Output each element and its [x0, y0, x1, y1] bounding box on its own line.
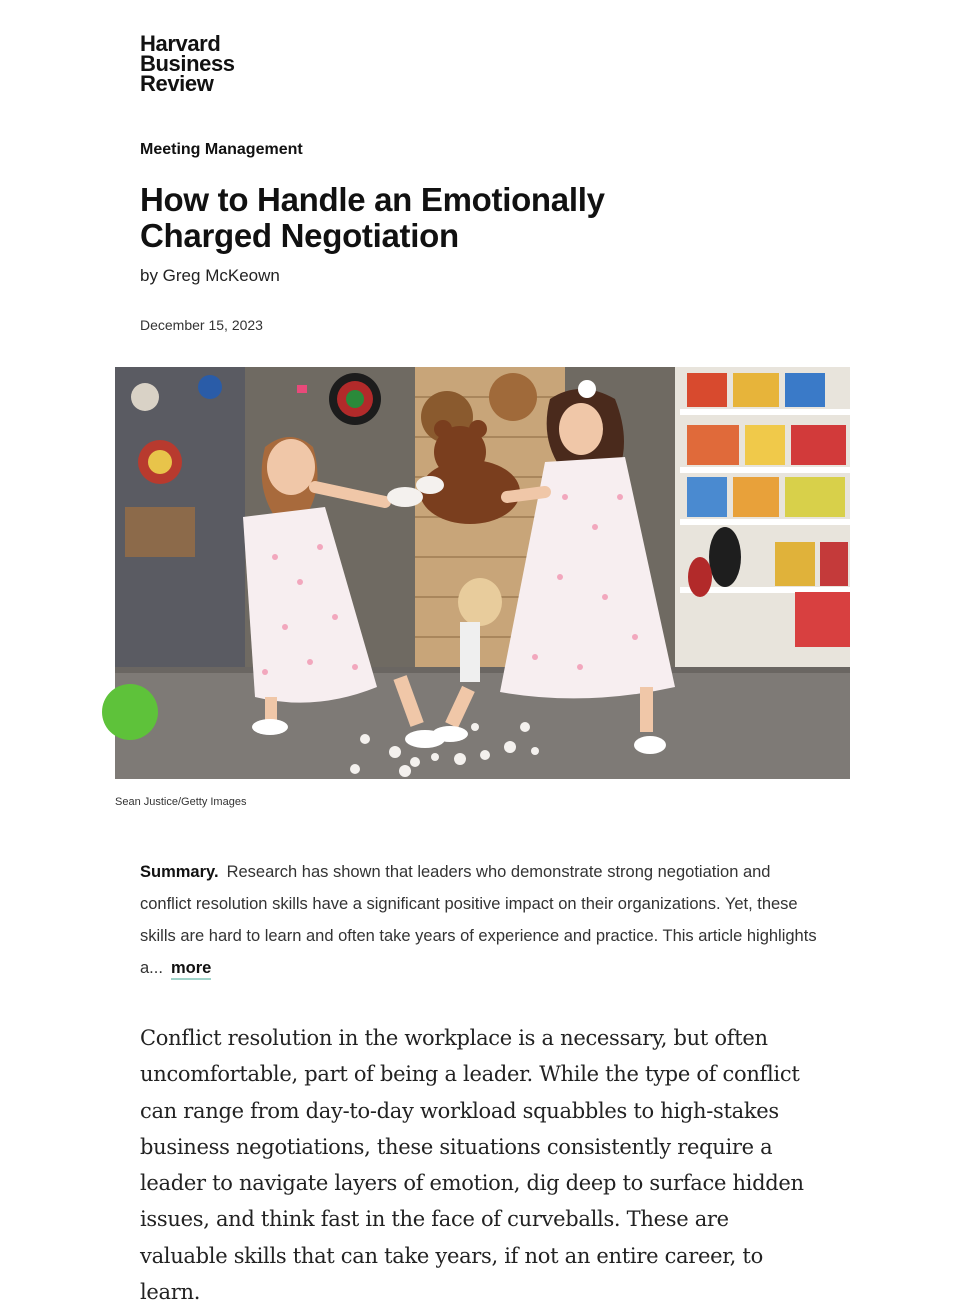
summary-label: Summary. [140, 863, 219, 881]
article-summary [140, 856, 820, 984]
image-credit: Sean Justice/Getty Images [115, 796, 247, 808]
logo-line-2: Business [140, 51, 235, 76]
hbr-logo[interactable] [140, 31, 235, 96]
summary-text: Research has shown that leaders who demonstrate strong negotiation and conflict resolution skills have a significant positive impact on their organizations. Yet, these skills are hard to learn and often take years of experience and practice. This article highlights a... [140, 863, 817, 977]
hero-image [115, 367, 850, 779]
article-title: How to Handle an Emotionally Charged Negotiation [140, 181, 605, 254]
logo-line-1: Harvard [140, 31, 221, 56]
hero-image-illustration [115, 367, 850, 779]
author-byline[interactable]: by Greg McKeown [140, 266, 280, 285]
article-body-paragraph: Conflict resolution in the workplace is a necessary, but often uncomfortable, part of being a leader. While the type of conflict can range from day-to-day workload squabbles to high-stakes business negotiations, these situations consistently require a leader to navigate layers of emotion, dig deep to surface hidden issues, and think fast in the face of curveballs. These are valuable skills that can take years, if not an entire career, to learn. [140, 1026, 804, 1305]
logo-line-3: Review [140, 71, 214, 96]
topic-link[interactable]: Meeting Management [140, 141, 303, 158]
more-link[interactable]: more [171, 959, 211, 980]
publish-date: December 15, 2023 [140, 317, 263, 333]
